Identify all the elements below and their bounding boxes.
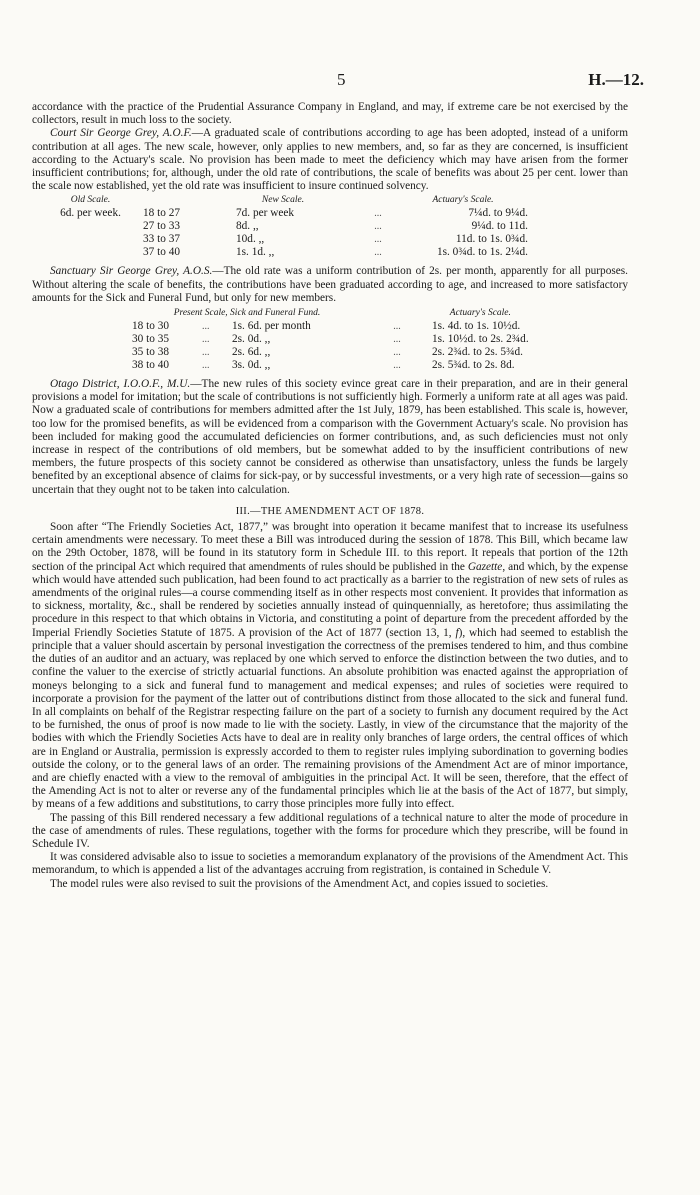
table-row: 33 to 37 10d. ,, ... 11d. to 1s. 0¾d. — [143, 233, 528, 246]
page-number: 5 — [337, 70, 346, 89]
table-row: 30 to 35 ... 2s. 0d. ,, ... 1s. 10½d. to 2s. 2¾d. — [132, 333, 529, 346]
paragraph-amendment-act: Soon after “The Friendly Societies Act, 1877,” was brought into operation it became manifest that to increase its usefulness certain amendments were necessary. To meet these a Bill was introduced during the session of 1878. This Bill, which became law on the 29th October, 1878, will be found in its statutory form in Schedule III. to this report. It repeals that portion of the 12th section of the principal Act which required that amendments of rules should be published in the Gazette, and which, by the expense which would have attended such publication, had been found to act practically as a barrier to the registration of new sets of rules as amendments of the original rules—a course commending itself as in other respects most convenient. It provides that information as to sickness, mortality, &c., shall be rendered by societies annually instead of quinquennially, as heretofore; thus assimilating the procedure in this respect to that which obtains in Victoria, and constituting a point of departure from the precedent afforded by the Imperial Friendly Societies Statute of 1875. A provision of the Act of 1877 (section 13, 1, f), which had seemed to establish the principle that a valuer should ascertain by personal investigation the correctness of the premises tendered to him, and thus combine the duties of an auditor and an actuary, was replaced by one which served to enforce the distinction between the two duties, and to confine the valuer to the exercise of strictly actuarial functions. An absolute prohibition was enacted against the appropriation of moneys belonging to a sick and funeral fund to management and medical expenses; and rules of societies were required to incorporate a provision for the payment of the latter out of contributions distinct from those allocated to the sick and funeral fund. In all complaints on behalf of the Registrar respecting failure on the part of a society to furnish any document required by the Act to be furnished, the onus of proof is now made to lie with the society. Lastly, in view of the circumstance that the majority of the bodies with which the Friendly Societies Acts have to deal are in reality only branches of large orders, the central offices of which are in England or Australia, permission is expressly accorded to them to register rules implying subordination to governing bodies outside the colony, or to the general laws of an order. The remaining provisions of the Amendment Act are of minor importance, and are chiefly enacted with a view to the removal of ambiguities in the principal Act. It will be seen, therefore, that the effect of the Amending Act is not to alter or reverse any of the fundamental principles which lie at the basis of the Act of 1877, but simply, by means of a few additions and substitutions, to carry those principles more fully into effect. — [32, 521, 629, 811]
table-header-row — [38, 194, 528, 207]
paragraph-model-rules: The model rules were also revised to suit the provisions of the Amendment Act, and copies issued to societies. — [50, 877, 549, 890]
page-header — [32, 70, 644, 90]
paragraph-continued: accordance with the practice of the Prudential Assurance Company in England, and may, if extreme care be not exercised by the collectors, result in much loss to the society. — [32, 101, 628, 127]
document-reference: H.—12. — [588, 70, 644, 89]
col-old-scale: Old Scale. — [70, 195, 111, 206]
table-row: 6d. per week. 18 to 27 7d. per week ... 7¼d. to 9¼d. — [60, 207, 528, 220]
society-name: Otago District, I.O.O.F., M.U. — [50, 378, 191, 391]
table-header-row — [132, 307, 529, 320]
col-actuary-scale: Actuary's Scale. — [449, 308, 511, 319]
body-text — [32, 101, 628, 891]
col-present-scale: Present Scale, Sick and Funeral Fund. — [173, 308, 321, 319]
paragraph-court-sir-george-grey: Court Sir George Grey, A.O.F.—A graduated scale of contributions according to age has been adopted, instead of a uniform contribution at all ages. The new scale, however, only applies to new members, and, so far as they are concerned, is insufficient according to the Actuary's scale. No provision has been made to meet the deficiency which may have arisen from the former insufficient contributions; for, although, under the old rate of contributions, the scale of benefits was about 25 per cent. lower than the scale now established, yet the old rate was insufficient to insure continued solvency. — [32, 127, 628, 193]
table-row: 27 to 33 8d. ,, ... 9¼d. to 11d. — [143, 220, 528, 233]
section-heading: III.—THE AMENDMENT ACT OF 1878. — [235, 505, 425, 517]
table-row: 37 to 40 1s. 1d. ,, ... 1s. 0¾d. to 1s. 2¼d. — [143, 246, 528, 259]
col-new-scale: New Scale. — [261, 195, 305, 206]
table-row: 35 to 38 ... 2s. 6d. ,, ... 2s. 2¾d. to 2s. 5¾d. — [132, 346, 524, 359]
col-actuary-scale: Actuary's Scale. — [432, 195, 494, 206]
paragraph-otago-district: Otago District, I.O.O.F., M.U.—The new rules of this society evince great care in their preparation, and are in their general provisions a model for imitation; but the scale of contributions is not sufficiently high. Formerly a uniform rate at all ages was paid. Now a graduated scale of contributions for members admitted after the 1st July, 1879, has been established. This scale is, however, too low for the promised benefits, as will be evidenced from a comparison with the Government Actuary's scale. No provision has been included for making good the accumulated deficiencies on former contributions, and, as such deficiencies must not only increase in respect of the contributions of old members, but be somewhat added to by the insufficient contributions of new members, the future prospects of this society cannot be considered as otherwise than unsatisfactory, unless the funds be largely benefited by an exceptional absence of claims for sick-pay, or by successful investments, or a very high rate of secession—gains so uncertain that they ought not to be taken into calculation. — [32, 378, 628, 496]
table-row: 38 to 40 ... 3s. 0d. ,, ... 2s. 5¾d. to 2s. 8d. — [132, 359, 515, 372]
scale-table-court — [38, 194, 528, 259]
paragraph-memorandum: It was considered advisable also to issue to societies a memorandum explanatory of the provisions of the Amendment Act. This memorandum, to which is appended a list of the advantages accruing from registration, is contained in Schedule V. — [32, 851, 628, 877]
table-row: 18 to 30 ... 1s. 6d. per month ... 1s. 4d. to 1s. 10½d. — [132, 320, 521, 333]
scale-table-sanctuary — [132, 307, 529, 372]
paragraph-sanctuary: Sanctuary Sir George Grey, A.O.S.—The old rate was a uniform contribution of 2s. per month, apparently for all purposes. Without altering the scale of benefits, the contributions have been graduated according to age, and increased to more satisfactory amounts for the Sick and Funeral Fund, but only for new members. — [32, 265, 628, 304]
society-name: Court Sir George Grey, A.O.F. — [50, 127, 192, 140]
society-name: Sanctuary Sir George Grey, A.O.S. — [50, 265, 213, 278]
paragraph-regulations: The passing of this Bill rendered necessary a few additional regulations of a technical nature to alter the mode of procedure in the case of amendments of rules. These regulations, together with the forms for procedure which they prescribe, will be found in Schedule IV. — [32, 811, 628, 850]
